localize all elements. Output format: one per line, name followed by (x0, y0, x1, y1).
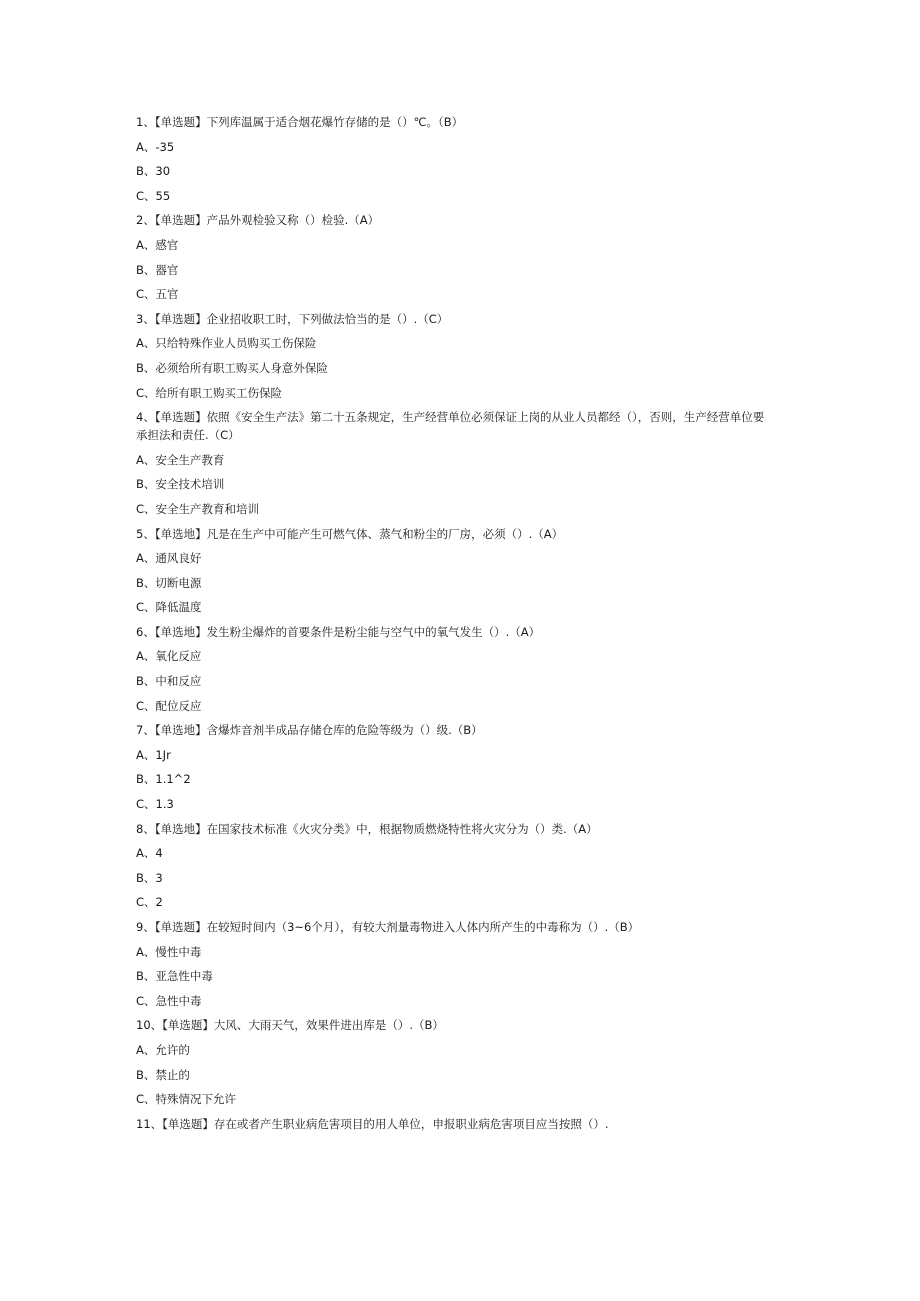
question-4-option-a: A、安全生产教育 (136, 452, 225, 467)
question-2-option-c: C、五官 (136, 287, 179, 302)
question-7-stem: 7、【单选地】含爆炸音剂半成品存储仓库的危险等级为（）级.（B） (136, 723, 483, 738)
question-4-stem-continued: 承担法和责任.（C） (136, 428, 240, 443)
question-9-stem: 9、【单选题】在较短时间内（3~6个月），有较大剂量毒物进入人体内所产生的中毒称为（）.（B） (136, 920, 640, 934)
question-3-option-b: B、必须给所有职工购买人身意外保险 (136, 360, 328, 375)
question-7-option-a: A、1Jr (136, 747, 171, 762)
question-3-option-c: C、给所有职工购买工伤保险 (136, 385, 283, 400)
question-10-stem: 10、【单选题】大风、大雨天气，效果件进出库是（）.（B） (136, 1018, 444, 1033)
question-2-option-a: A、感官 (136, 237, 179, 252)
question-6-option-b: B、中和反应 (136, 674, 202, 689)
question-10-option-c: C、特殊情况下允许 (136, 1092, 237, 1107)
question-11-stem: 11、【单选题】存在或者产生职业病危害项目的用人单位，申报职业病危害项目应当按照（）. (136, 1116, 609, 1131)
question-5-option-c: C、降低温度 (136, 600, 202, 615)
question-10-option-a: A、允许的 (136, 1042, 190, 1057)
question-6-stem: 6、【单选地】发生粉尘爆炸的首要条件是粉尘能与空气中的氧气发生（）.（A） (136, 624, 541, 639)
question-7-option-b: B、1.1^2 (136, 772, 191, 787)
question-7-option-c: C、1.3 (136, 797, 174, 812)
question-1-option-a: A、-35 (136, 139, 175, 154)
question-4-option-c: C、安全生产教育和培训 (136, 501, 260, 516)
question-2-option-b: B、器官 (136, 262, 179, 277)
question-6-option-a: A、氧化反应 (136, 649, 202, 664)
question-list (136, 114, 796, 1140)
question-1-option-c: C、55 (136, 188, 171, 203)
question-8-option-b: B、3 (136, 870, 163, 885)
question-10-option-b: B、禁止的 (136, 1067, 190, 1082)
question-5-stem: 5、【单选地】凡是在生产中可能产生可燃气体、蒸气和粉尘的厂房，必须（）.（A） (136, 526, 564, 541)
question-4-option-b: B、安全技术培训 (136, 477, 225, 492)
question-3-option-a: A、只给特殊作业人员购买工伤保险 (136, 336, 317, 351)
question-5-option-a: A、通风良好 (136, 551, 202, 566)
question-5-option-b: B、切断电源 (136, 575, 202, 590)
question-9-option-b: B、亚急性中毒 (136, 969, 213, 984)
question-8-stem: 8、【单选地】在国家技术标准《火灾分类》中，根据物质燃烧特性将火灾分为（）类.（A） (136, 821, 598, 836)
question-9-option-c: C、急性中毒 (136, 993, 202, 1008)
question-3-stem: 3、【单选题】企业招收职工时，下列做法恰当的是（）.（C） (136, 311, 449, 326)
question-6-option-c: C、配位反应 (136, 698, 202, 713)
question-2-stem: 2、【单选题】产品外观检验又称（）检验.（A） (136, 213, 380, 228)
question-8-option-c: C、2 (136, 895, 163, 910)
question-8-option-a: A、4 (136, 846, 163, 861)
question-4-stem: 4、【单选题】依照《安全生产法》第二十五条规定，生产经营单位必须保证上岗的从业人员都经（），否则，生产经营单位要 (136, 410, 765, 425)
question-9-option-a: A、慢性中毒 (136, 944, 202, 959)
question-1-option-b: B、30 (136, 164, 171, 179)
question-1-stem: 1、【单选题】下列库温属于适合烟花爆竹存储的是（）℃。（B） (136, 115, 464, 129)
